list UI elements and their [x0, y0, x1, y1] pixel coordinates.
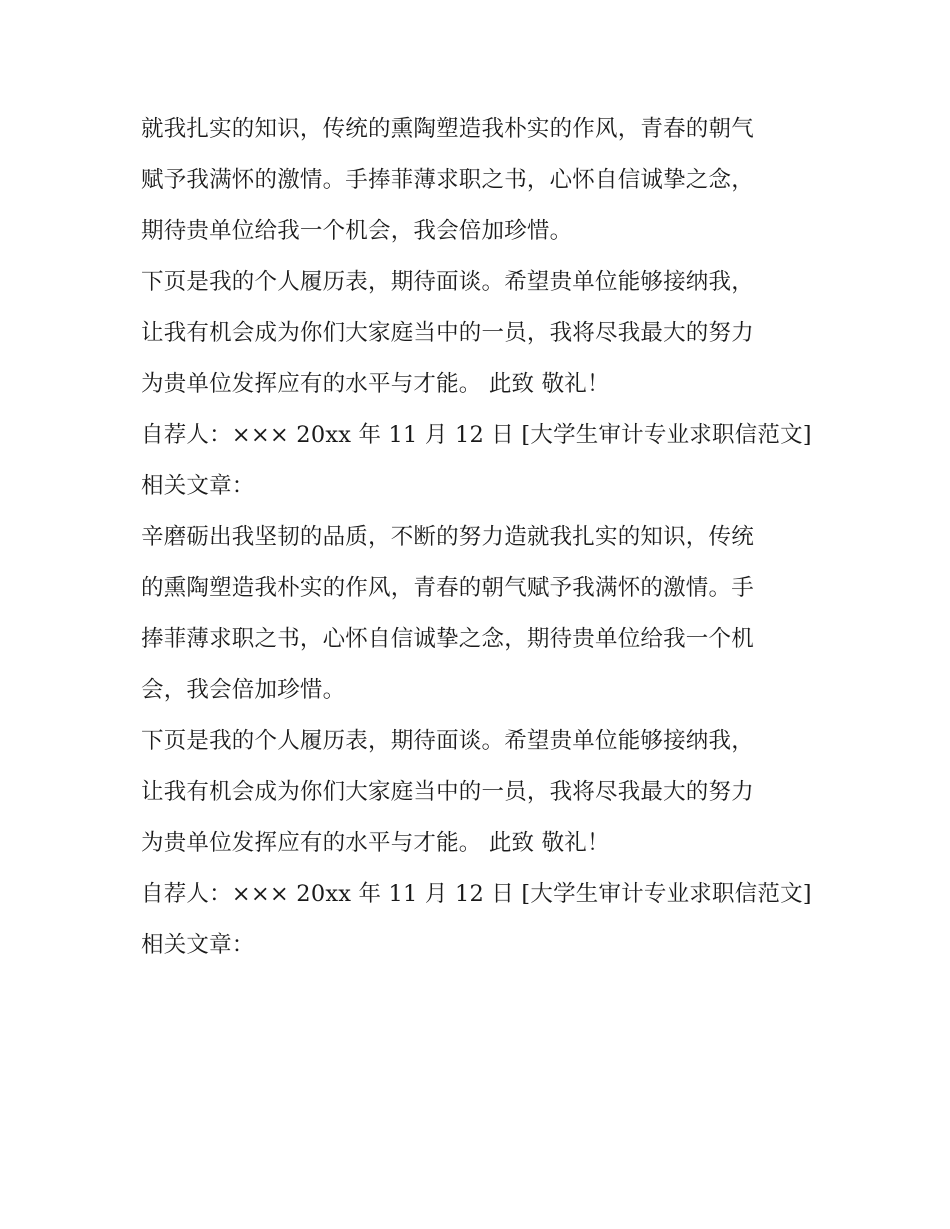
text-line: 下页是我的个人履历表，期待面谈。希望贵单位能够接纳我， [141, 728, 754, 754]
text-line: 就我扎实的知识，传统的熏陶塑造我朴实的作风，青春的朝气 [141, 116, 754, 142]
text-line: 为贵单位发挥应有的水平与才能。 此致 敬礼！ [141, 371, 610, 397]
text-line: 让我有机会成为你们大家庭当中的一员，我将尽我最大的努力 [141, 320, 754, 346]
signature-line: 自荐人：××× 20xx 年 11 月 12 日 [大学生审计专业求职信范文] [141, 422, 812, 448]
text-line: 赋予我满怀的激情。手捧菲薄求职之书，心怀自信诚挚之念， [141, 167, 754, 193]
text-line: 捧菲薄求职之书，心怀自信诚挚之念，期待贵单位给我一个机 [141, 626, 754, 652]
text-line: 下页是我的个人履历表，期待面谈。希望贵单位能够接纳我， [141, 269, 754, 295]
text-line: 辛磨砺出我坚韧的品质，不断的努力造就我扎实的知识，传统 [141, 524, 754, 550]
text-line: 的熏陶塑造我朴实的作风，青春的朝气赋予我满怀的激情。手 [141, 575, 754, 601]
related-articles-heading: 相关文章： [141, 473, 255, 499]
text-line: 让我有机会成为你们大家庭当中的一员，我将尽我最大的努力 [141, 779, 754, 805]
text-line: 期待贵单位给我一个机会，我会倍加珍惜。 [141, 218, 573, 244]
signature-line: 自荐人：××× 20xx 年 11 月 12 日 [大学生审计专业求职信范文] [141, 881, 812, 907]
document-body [141, 104, 821, 971]
text-line: 为贵单位发挥应有的水平与才能。 此致 敬礼！ [141, 830, 610, 856]
text-line: 会，我会倍加珍惜。 [141, 677, 346, 703]
related-articles-heading: 相关文章： [141, 932, 255, 958]
